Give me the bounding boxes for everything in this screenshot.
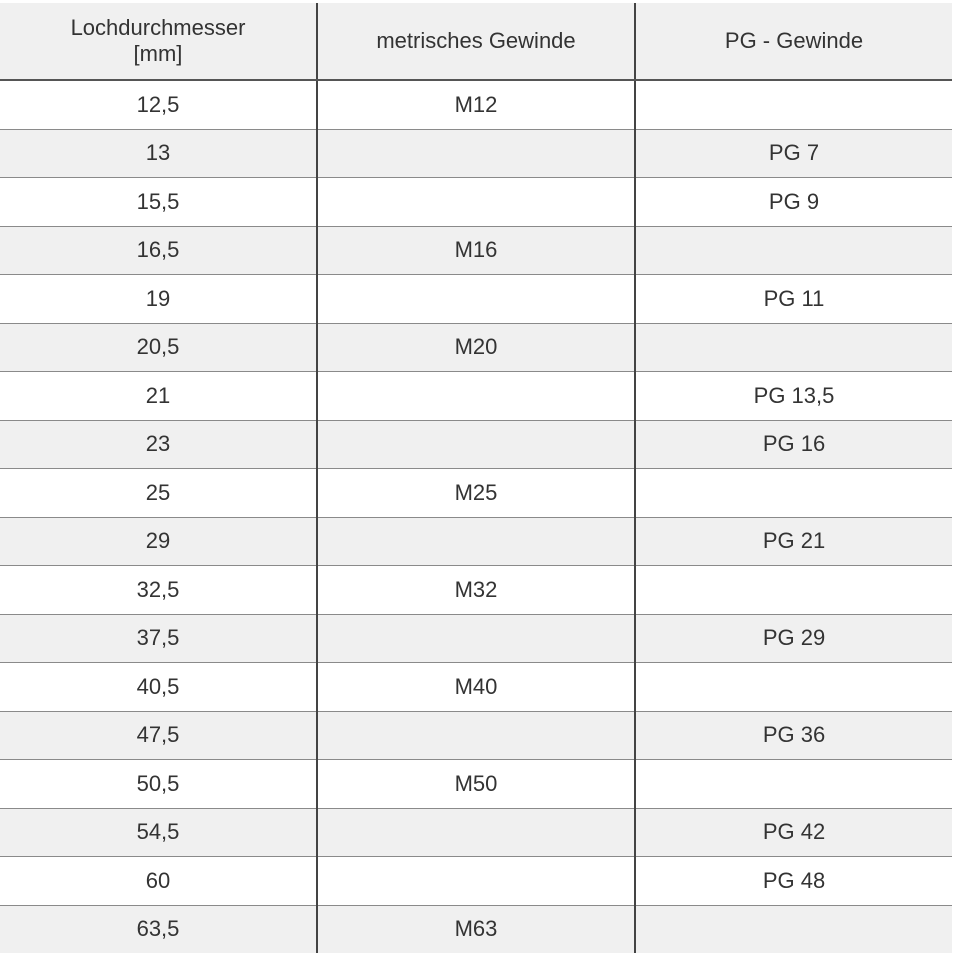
pg-thread-cell: PG 48 xyxy=(635,857,952,906)
metric-thread-cell xyxy=(317,420,635,469)
metric-thread-cell xyxy=(317,857,635,906)
hole-diameter-cell: 32,5 xyxy=(0,566,317,615)
table-row xyxy=(0,711,952,760)
header-metric-thread: metrisches Gewinde xyxy=(317,3,635,80)
metric-thread-cell: M63 xyxy=(317,905,635,953)
metric-thread-cell xyxy=(317,808,635,857)
hole-diameter-cell: 63,5 xyxy=(0,905,317,953)
metric-thread-cell xyxy=(317,178,635,227)
metric-thread-cell: M25 xyxy=(317,469,635,518)
hole-diameter-cell: 12,5 xyxy=(0,80,317,129)
hole-diameter-cell: 29 xyxy=(0,517,317,566)
pg-thread-cell xyxy=(635,226,952,275)
table-row xyxy=(0,614,952,663)
pg-thread-cell: PG 29 xyxy=(635,614,952,663)
metric-thread-cell: M12 xyxy=(317,80,635,129)
hole-diameter-cell: 15,5 xyxy=(0,178,317,227)
metric-thread-cell: M40 xyxy=(317,663,635,712)
hole-diameter-cell: 50,5 xyxy=(0,760,317,809)
hole-diameter-cell: 16,5 xyxy=(0,226,317,275)
hole-diameter-cell: 25 xyxy=(0,469,317,518)
table-row xyxy=(0,129,952,178)
pg-thread-cell: PG 16 xyxy=(635,420,952,469)
table-row xyxy=(0,663,952,712)
metric-thread-cell: M50 xyxy=(317,760,635,809)
table-row xyxy=(0,226,952,275)
header-row xyxy=(0,3,952,80)
pg-thread-cell xyxy=(635,905,952,953)
table-row xyxy=(0,178,952,227)
table-row xyxy=(0,323,952,372)
table-row xyxy=(0,857,952,906)
pg-thread-cell: PG 11 xyxy=(635,275,952,324)
hole-diameter-cell: 21 xyxy=(0,372,317,421)
hole-diameter-cell: 13 xyxy=(0,129,317,178)
header-pg-thread: PG - Gewinde xyxy=(635,3,952,80)
table-row xyxy=(0,760,952,809)
pg-thread-cell xyxy=(635,663,952,712)
table-row xyxy=(0,275,952,324)
hole-diameter-cell: 23 xyxy=(0,420,317,469)
pg-thread-cell: PG 13,5 xyxy=(635,372,952,421)
pg-thread-cell xyxy=(635,80,952,129)
hole-diameter-cell: 20,5 xyxy=(0,323,317,372)
pg-thread-cell: PG 21 xyxy=(635,517,952,566)
metric-thread-cell xyxy=(317,372,635,421)
pg-thread-cell xyxy=(635,760,952,809)
metric-thread-cell xyxy=(317,275,635,324)
thread-size-table xyxy=(0,3,952,953)
table-row xyxy=(0,469,952,518)
metric-thread-cell xyxy=(317,711,635,760)
table-row xyxy=(0,517,952,566)
table-row xyxy=(0,905,952,953)
table-row xyxy=(0,808,952,857)
pg-thread-cell xyxy=(635,323,952,372)
pg-thread-cell xyxy=(635,469,952,518)
metric-thread-cell xyxy=(317,129,635,178)
hole-diameter-cell: 19 xyxy=(0,275,317,324)
metric-thread-cell: M32 xyxy=(317,566,635,615)
pg-thread-cell: PG 36 xyxy=(635,711,952,760)
metric-thread-cell: M20 xyxy=(317,323,635,372)
pg-thread-cell: PG 42 xyxy=(635,808,952,857)
hole-diameter-cell: 47,5 xyxy=(0,711,317,760)
pg-thread-cell: PG 7 xyxy=(635,129,952,178)
metric-thread-cell xyxy=(317,614,635,663)
hole-diameter-cell: 40,5 xyxy=(0,663,317,712)
header-hole-diameter-line2: [mm] xyxy=(133,41,183,66)
hole-diameter-cell: 60 xyxy=(0,857,317,906)
metric-thread-cell xyxy=(317,517,635,566)
table-row xyxy=(0,372,952,421)
metric-thread-cell: M16 xyxy=(317,226,635,275)
table-row xyxy=(0,80,952,129)
pg-thread-cell xyxy=(635,566,952,615)
header-hole-diameter-line1: Lochdurchmesser xyxy=(70,15,246,40)
table-row xyxy=(0,566,952,615)
table-row xyxy=(0,420,952,469)
header-hole-diameter xyxy=(0,3,317,80)
hole-diameter-cell: 54,5 xyxy=(0,808,317,857)
hole-diameter-cell: 37,5 xyxy=(0,614,317,663)
pg-thread-cell: PG 9 xyxy=(635,178,952,227)
